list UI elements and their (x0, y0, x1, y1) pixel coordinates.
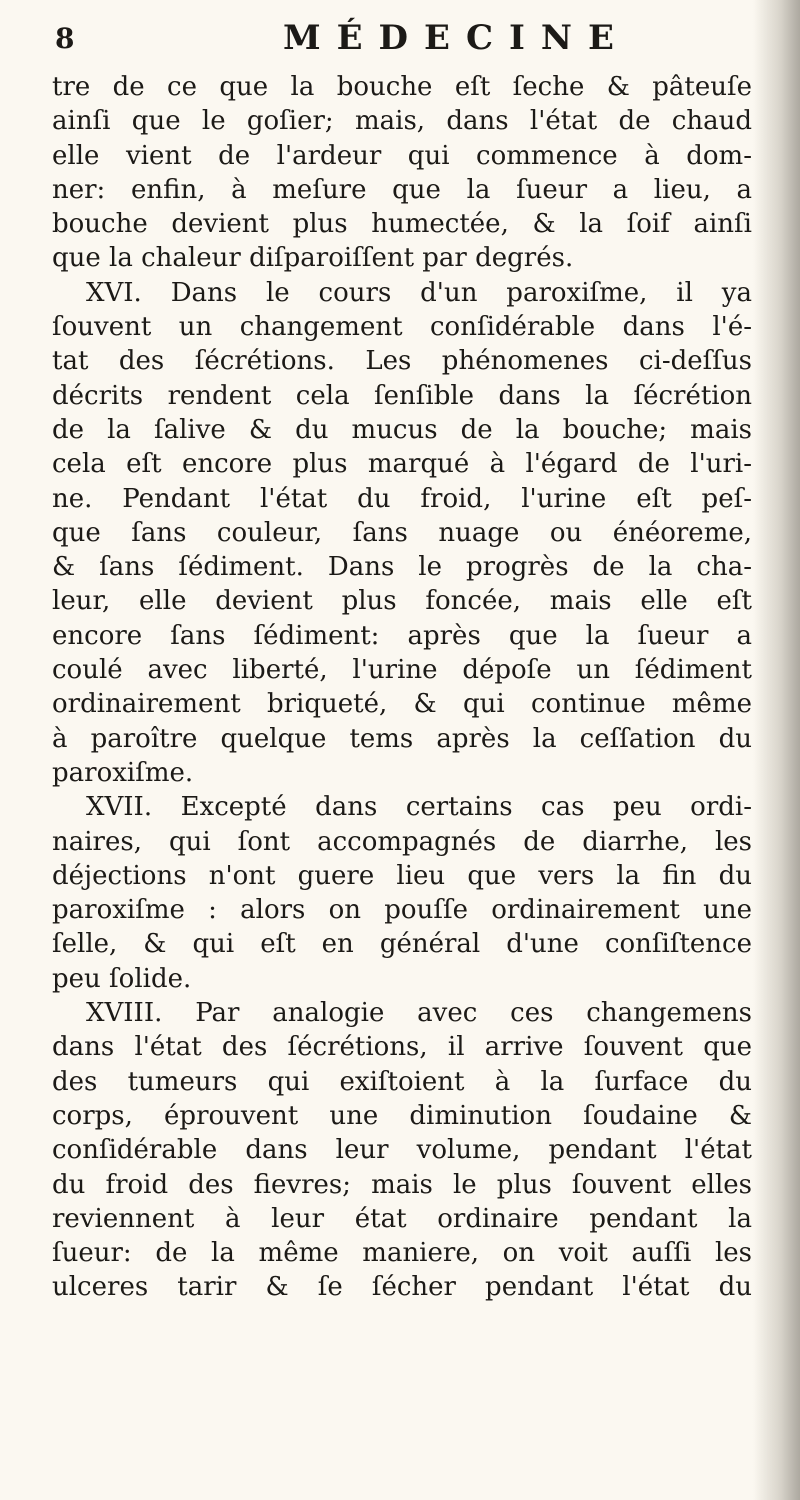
text-line: naires, qui ſont accompagnés de diarrhe, les (52, 826, 752, 857)
text-line: paroxiſme. (52, 757, 194, 788)
text-line: peu ſolide. (52, 963, 192, 994)
text-line: du froid des fievres; mais le plus ſouvent elles (52, 1169, 752, 1200)
text-line: XVI. Dans le cours d'un paroxiſme, il ya (86, 277, 752, 308)
text-line: ainſi que le goſier; mais, dans l'état de chaud (52, 106, 752, 137)
text-line: corps, éprouvent une diminution ſoudaine & (52, 1100, 752, 1131)
page-header (55, 18, 745, 64)
running-title: MÉDECINE (283, 18, 630, 58)
text-line: coulé avec liberté, l'urine dépoſe un ſédiment (52, 655, 752, 686)
text-line: elle vient de l'ardeur qui commence à dom- (52, 140, 752, 171)
text-line: paroxiſme : alors on pouſſe ordinairement une (52, 895, 752, 926)
text-line: tat des ſécrétions. Les phénomenes ci-deſſus (52, 346, 752, 377)
text-line: ulceres tarir & ſe ſécher pendant l'état du (52, 1272, 752, 1303)
text-line: encore ſans ſédiment: après que la ſueur a (52, 620, 752, 651)
text-line: tre de ce que la bouche eſt ſeche & pâteuſe (52, 72, 752, 102)
page-number: 8 (55, 22, 75, 55)
text-line: ſelle, & qui eſt en général d'une conſiſtence (52, 929, 752, 960)
text-line: ner: enfin, à meſure que la ſueur a lieu, a (52, 174, 752, 205)
body-text (52, 70, 752, 1305)
text-line: XVIII. Par analogie avec ces changemens (86, 998, 752, 1029)
text-line: cela eſt encore plus marqué à l'égard de l'uri- (52, 449, 752, 480)
text-line: ne. Pendant l'état du froid, l'urine eſt peſ- (52, 483, 752, 514)
text-line: bouche devient plus humectée, & la ſoif ainſi (52, 209, 752, 240)
text-line: ſouvent un changement conſidérable dans l'é- (52, 312, 752, 343)
text-line: ordinairement briqueté, & qui continue même (52, 689, 752, 720)
text-line: que la chaleur diſparoiſſent par degrés. (52, 243, 574, 274)
text-line: à paroître quelque tems après la ceſſation du (52, 723, 752, 754)
text-line: décrits rendent cela ſenſible dans la ſécrétion (52, 380, 752, 411)
text-line: de la ſalive & du mucus de la bouche; mais (52, 414, 752, 445)
text-line: leur, elle devient plus foncée, mais elle eſt (52, 586, 752, 617)
text-line: reviennent à leur état ordinaire pendant la (52, 1203, 752, 1234)
text-line: ſueur: de la même maniere, on voit auſſi les (52, 1238, 752, 1269)
text-line: & ſans ſédiment. Dans le progrès de la cha- (52, 552, 752, 583)
text-line: déjections n'ont guere lieu que vers la fin du (52, 860, 752, 891)
text-line: des tumeurs qui exiſtoient à la ſurface du (52, 1066, 752, 1097)
text-line: que ſans couleur, ſans nuage ou énéoreme, (52, 517, 752, 548)
text-line: XVII. Excepté dans certains cas peu ordi- (86, 792, 752, 823)
text-line: dans l'état des ſécrétions, il arrive ſouvent que (52, 1032, 752, 1063)
page-edge-shadow (754, 0, 800, 1500)
text-line: conſidérable dans leur volume, pendant l'état (52, 1135, 752, 1166)
